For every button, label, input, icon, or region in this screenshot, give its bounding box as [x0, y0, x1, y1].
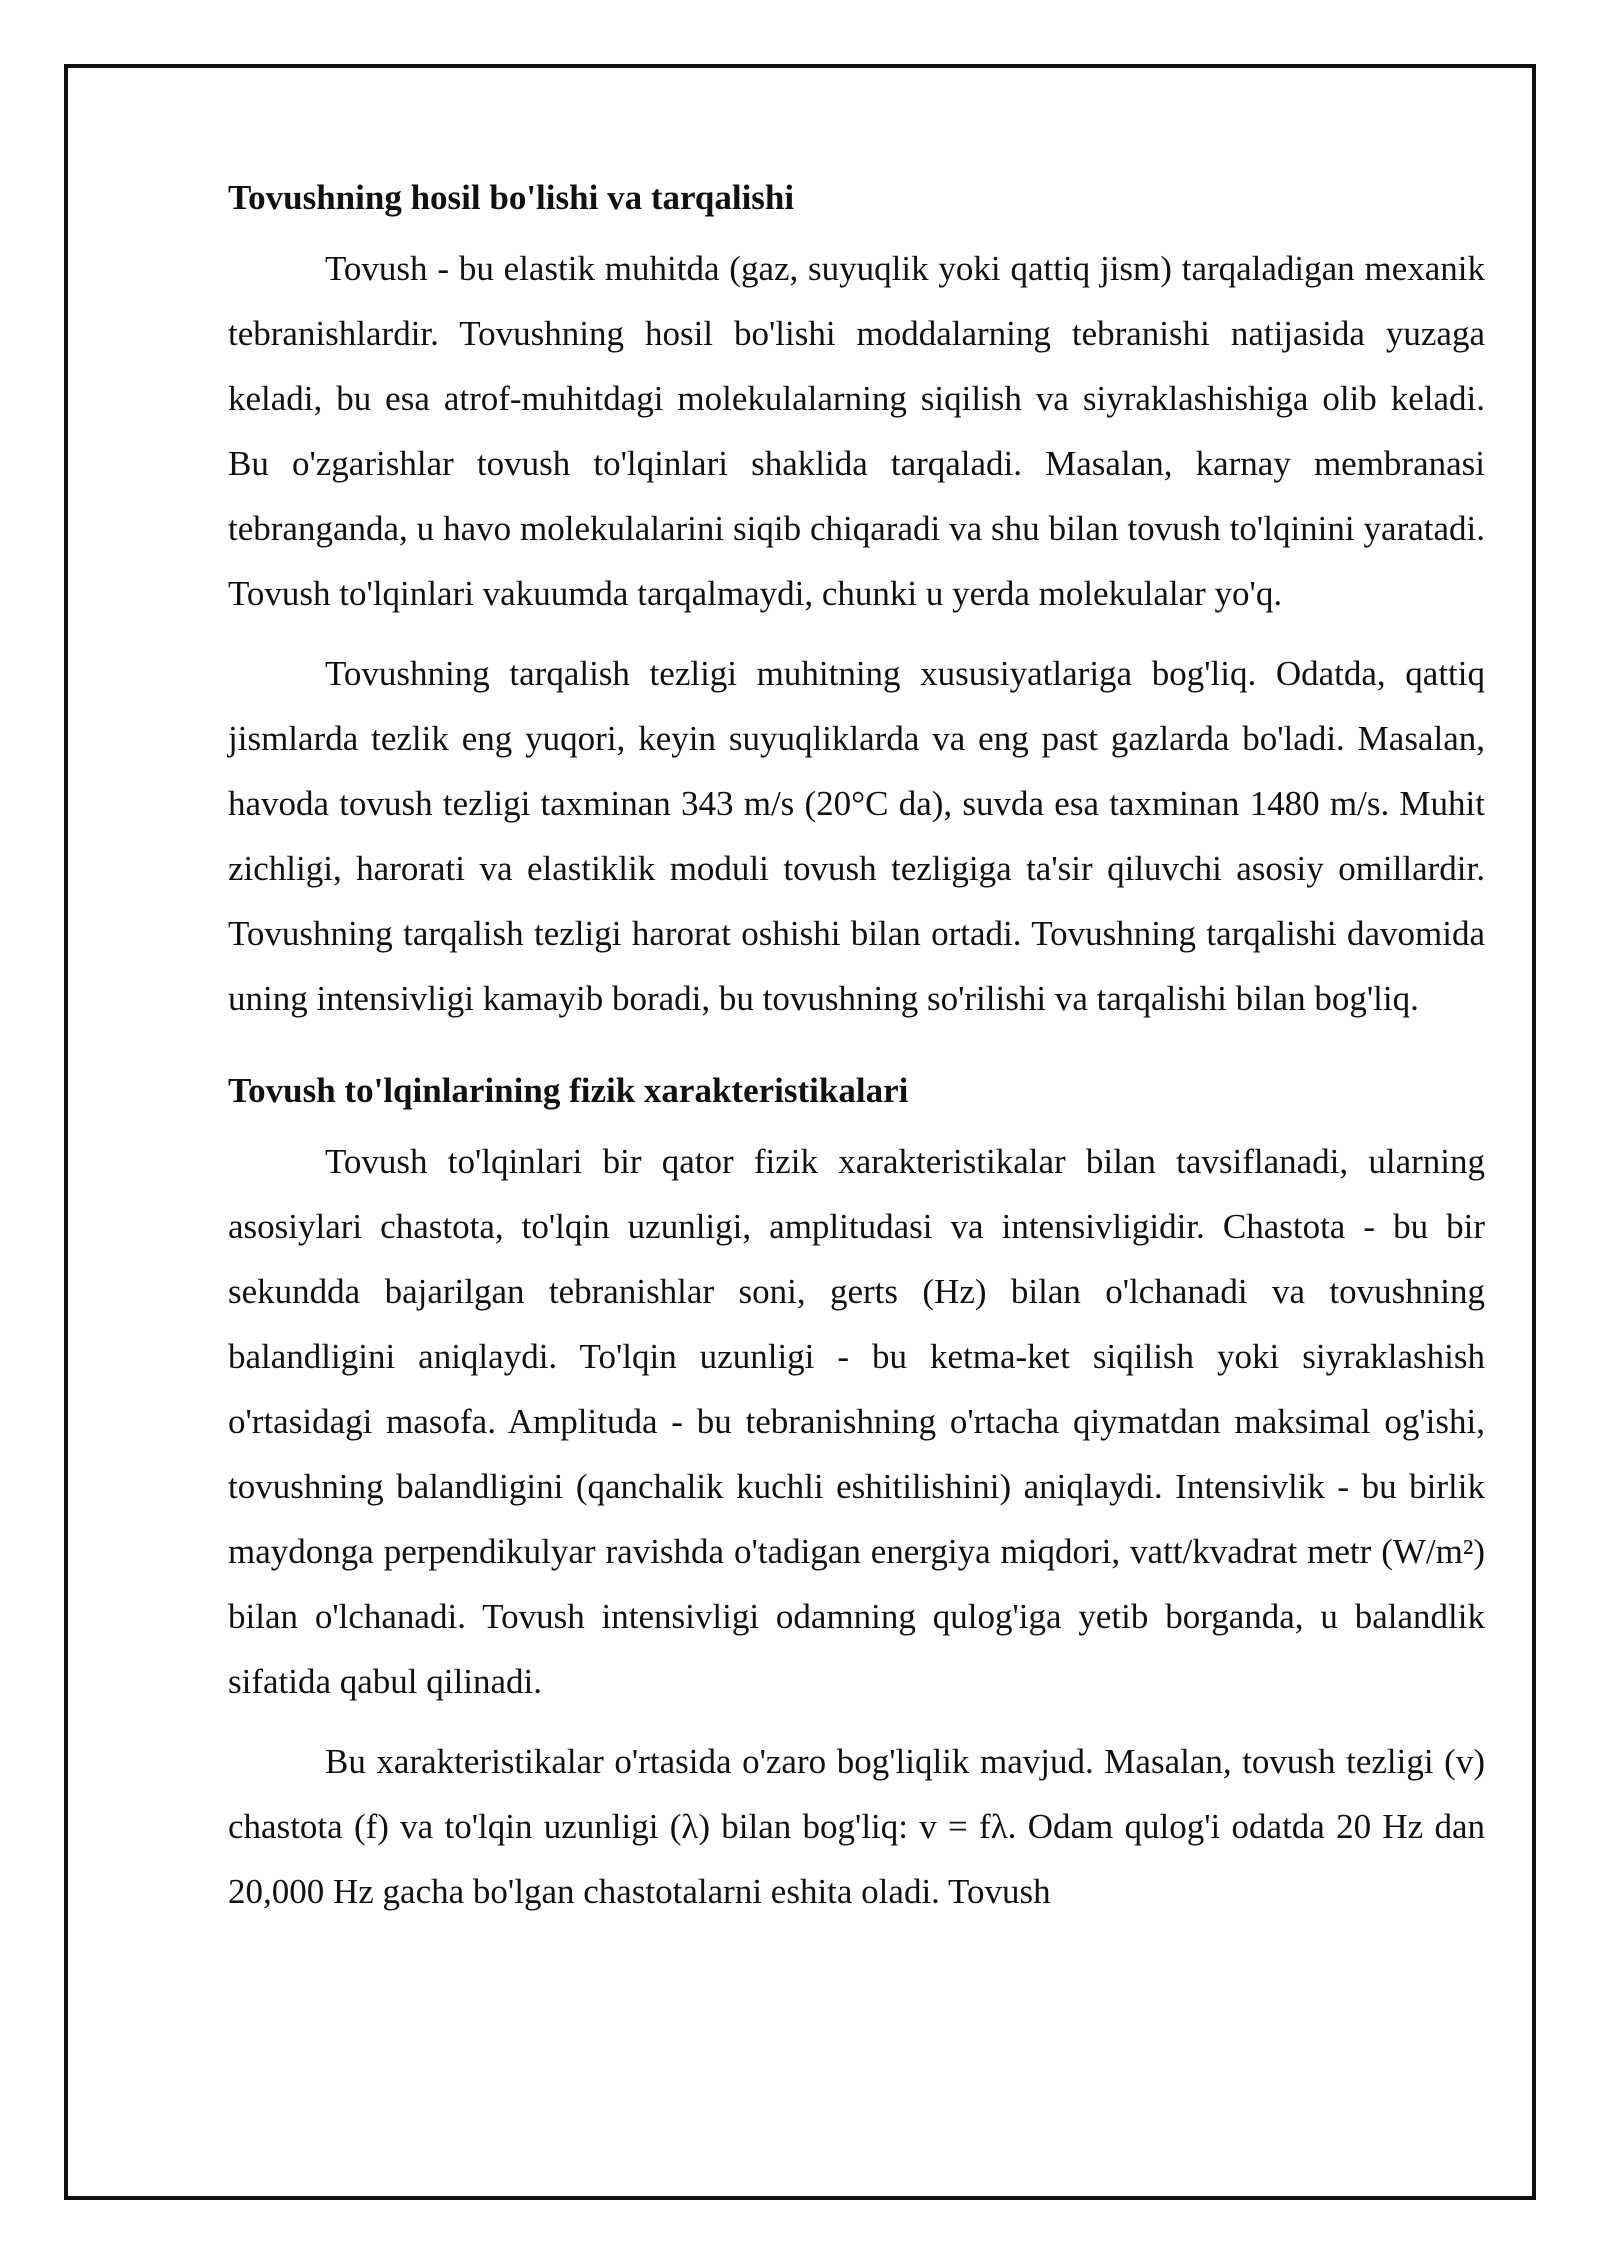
- paragraph-3: Tovush to'lqinlari bir qator fizik xarakteristikalar bilan tavsiflanadi, ularning asosiylari chastota, to'lqin uzunligi, amplitudasi va intensivligidir. Chastota - bu bir sekundda bajarilgan tebranishlar soni, gerts (Hz) bilan o'lchanadi va tovushning balandligini aniqlaydi. To'lqin uzunligi - bu ketma-ket siqilish yoki siyraklashish o'rtasidagi masofa. Amplituda - bu tebranishning o'rtacha qiymatdan maksimal og'ishi, tovushning balandligini (qanchalik kuchli eshitilishini) aniqlaydi. Intensivlik - bu birlik maydonga perpendikulyar ravishda o'tadigan energiya miqdori, vatt/kvadrat metr (W/m²) bilan o'lchanadi. Tovush intensivligi odamning qulog'iga yetib borganda, u balandlik sifatida qabul qilinadi.: [228, 1142, 1485, 1701]
- paragraph-1: Tovush - bu elastik muhitda (gaz, suyuqlik yoki qattiq jism) tarqaladigan mexanik tebranishlardir. Tovushning hosil bo'lishi moddalarning tebranishi natijasida yuzaga keladi, bu esa atrof-muhitdagi molekulalarning siqilish va siyraklashishiga olib keladi. Bu o'zgarishlar tovush to'lqinlari shaklida tarqaladi. Masalan, karnay membranasi tebranganda, u havo molekulalarini siqib chiqaradi va shu bilan tovush to'lqinini yaratadi. Tovush to'lqinlari vakuumda tarqalmaydi, chunki u yerda molekulalar yo'q.: [228, 249, 1485, 613]
- section-heading-2: Tovush to'lqinlarining fizik xarakteristikalari: [228, 1071, 909, 1110]
- paragraph-2: Tovushning tarqalish tezligi muhitning xususiyatlariga bog'liq. Odatda, qattiq jismlarda tezlik eng yuqori, keyin suyuqliklarda va eng past gazlarda bo'ladi. Masalan, havoda tovush tezligi taxminan 343 m/s (20°C da), suvda esa taxminan 1480 m/s. Muhit zichligi, harorati va elastiklik moduli tovush tezligiga ta'sir qiluvchi asosiy omillardir. Tovushning tarqalish tezligi harorat oshishi bilan ortadi. Tovushning tarqalishi davomida uning intensivligi kamayib boradi, bu tovushning so'rilishi va tarqalishi bilan bog'liq.: [228, 654, 1485, 1018]
- document-body: [228, 170, 1485, 1939]
- section-heading-1: Tovushning hosil bo'lishi va tarqalishi: [228, 178, 795, 217]
- paragraph-4: Bu xarakteristikalar o'rtasida o'zaro bog'liqlik mavjud. Masalan, tovush tezligi (v) chastota (f) va to'lqin uzunligi (λ) bilan bog'liq: v = fλ. Odam qulog'i odatda 20 Hz dan 20,000 Hz gacha bo'lgan chastotalarni eshita oladi. Tovush: [228, 1742, 1485, 1911]
